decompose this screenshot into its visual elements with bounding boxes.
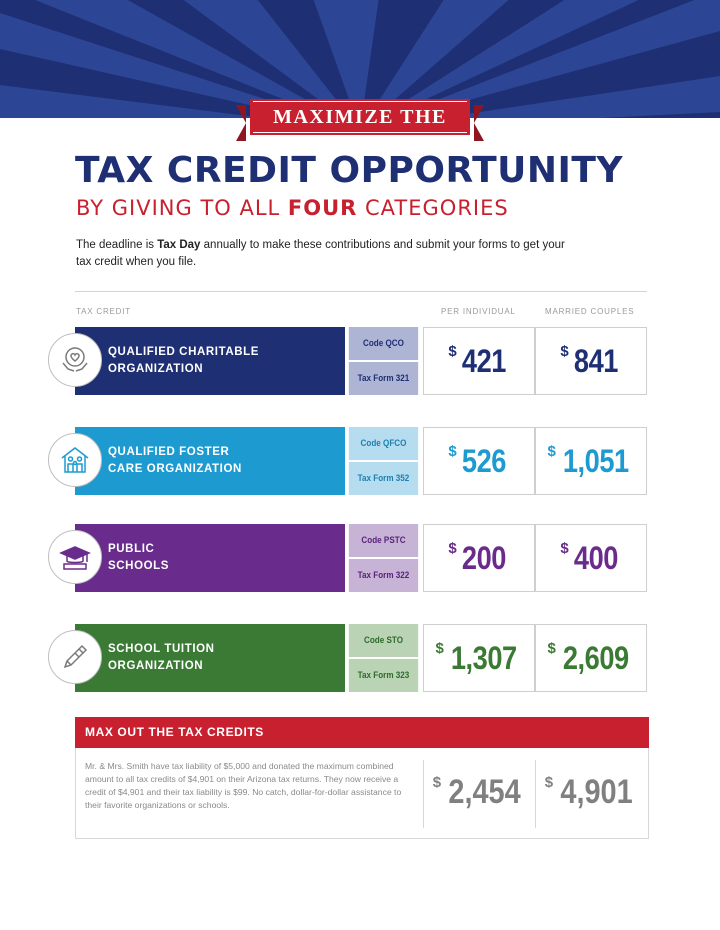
category-name-line2: SCHOOLS <box>108 560 170 572</box>
amount-married <box>535 327 647 395</box>
amount-individual <box>423 327 535 395</box>
category-bar <box>75 524 345 592</box>
category-row-pstc <box>0 524 720 592</box>
page-subtitle <box>76 196 509 220</box>
ribbon <box>250 99 470 139</box>
category-name-line1: SCHOOL TUITION <box>108 643 215 655</box>
tax-form-label: Tax Form 352 <box>349 462 418 495</box>
category-row-qco <box>0 327 720 395</box>
column-header-credit: TAX CREDIT <box>76 307 131 316</box>
category-row-sto <box>0 624 720 692</box>
category-row-qfco <box>0 427 720 495</box>
max-amount-individual <box>425 748 535 836</box>
column-header-individual: PER INDIVIDUAL <box>441 307 516 316</box>
pencil-icon <box>58 640 92 674</box>
family-home-icon <box>58 443 92 477</box>
subtitle-emphasis: FOUR <box>287 196 358 220</box>
max-out-example-text: Mr. & Mrs. Smith have tax liability of $5,000 and donated the maximum combined amount to all tax credits of $4,901 on their Arizona tax returns. They now receive a credit of $4,901 and their tax liability is $99. No catch, dollar-for-dollar assistance to their favorite organizations or schools. <box>85 761 402 810</box>
amount-married <box>535 624 647 692</box>
heart-hands-icon <box>58 343 92 377</box>
category-name-line2: CARE ORGANIZATION <box>108 463 242 475</box>
amount-value: 4,901 <box>560 772 633 811</box>
currency-symbol: $ <box>448 343 457 360</box>
category-name-line1: QUALIFIED CHARITABLE <box>108 346 260 358</box>
subtitle-start: BY GIVING TO ALL <box>76 196 288 220</box>
category-bar <box>75 327 345 395</box>
code-column <box>345 524 422 592</box>
category-name-line1: QUALIFIED FOSTER <box>108 446 230 458</box>
ribbon-tail-left <box>236 105 246 141</box>
amount-value: 2,454 <box>448 772 521 811</box>
currency-symbol: $ <box>448 443 457 460</box>
max-out-heading: MAX OUT THE TAX CREDITS <box>75 717 649 748</box>
category-bar <box>75 624 345 692</box>
amount-value: 421 <box>461 342 506 379</box>
intro-start: The deadline is <box>76 239 158 251</box>
subtitle-end: CATEGORIES <box>357 196 509 220</box>
column-divider <box>423 760 424 828</box>
code-column <box>345 427 422 495</box>
ribbon-tail-right <box>474 105 484 141</box>
tax-form-label: Tax Form 323 <box>349 659 418 692</box>
currency-symbol: $ <box>560 540 569 557</box>
intro-end: annually to make these contributions and submit your forms to get your tax credit when you file. <box>76 239 565 268</box>
code-column <box>345 327 422 395</box>
amount-value: 2,609 <box>562 639 629 676</box>
category-bar <box>75 427 345 495</box>
max-amount-married <box>537 748 647 836</box>
amount-married <box>535 427 647 495</box>
ribbon-label: MAXIMIZE THE <box>250 99 470 135</box>
amount-value: 200 <box>461 539 506 576</box>
code-column <box>345 624 422 692</box>
category-icon-circle <box>48 333 102 387</box>
tax-form-label: Tax Form 322 <box>349 559 418 592</box>
intro-text <box>76 237 576 271</box>
credit-code: Code QFCO <box>349 427 418 460</box>
tax-form-label: Tax Form 321 <box>349 362 418 395</box>
credit-code: Code QCO <box>349 327 418 360</box>
category-icon-circle <box>48 630 102 684</box>
graduation-cap-icon <box>58 540 92 574</box>
amount-individual <box>423 427 535 495</box>
amount-value: 400 <box>573 539 618 576</box>
category-icon-circle <box>48 530 102 584</box>
column-divider <box>535 760 536 828</box>
divider <box>75 291 647 292</box>
amount-value: 841 <box>573 342 618 379</box>
currency-symbol: $ <box>560 343 569 360</box>
credit-code: Code PSTC <box>349 524 418 557</box>
amount-married <box>535 524 647 592</box>
intro-emphasis: Tax Day <box>157 239 201 251</box>
currency-symbol: $ <box>544 774 554 791</box>
amount-value: 1,307 <box>450 639 517 676</box>
currency-symbol: $ <box>547 640 556 657</box>
amount-value: 526 <box>461 442 506 479</box>
currency-symbol: $ <box>547 443 556 460</box>
amount-individual <box>423 524 535 592</box>
amount-value: 1,051 <box>562 442 629 479</box>
amount-individual <box>423 624 535 692</box>
category-name-line2: ORGANIZATION <box>108 660 204 672</box>
credit-code: Code STO <box>349 624 418 657</box>
currency-symbol: $ <box>448 540 457 557</box>
column-header-married: MARRIED COUPLES <box>545 307 635 316</box>
page-title: TAX CREDIT OPPORTUNITY <box>75 150 624 191</box>
category-icon-circle <box>48 433 102 487</box>
currency-symbol: $ <box>432 774 442 791</box>
category-name-line2: ORGANIZATION <box>108 363 204 375</box>
currency-symbol: $ <box>435 640 444 657</box>
category-name-line1: PUBLIC <box>108 543 155 555</box>
